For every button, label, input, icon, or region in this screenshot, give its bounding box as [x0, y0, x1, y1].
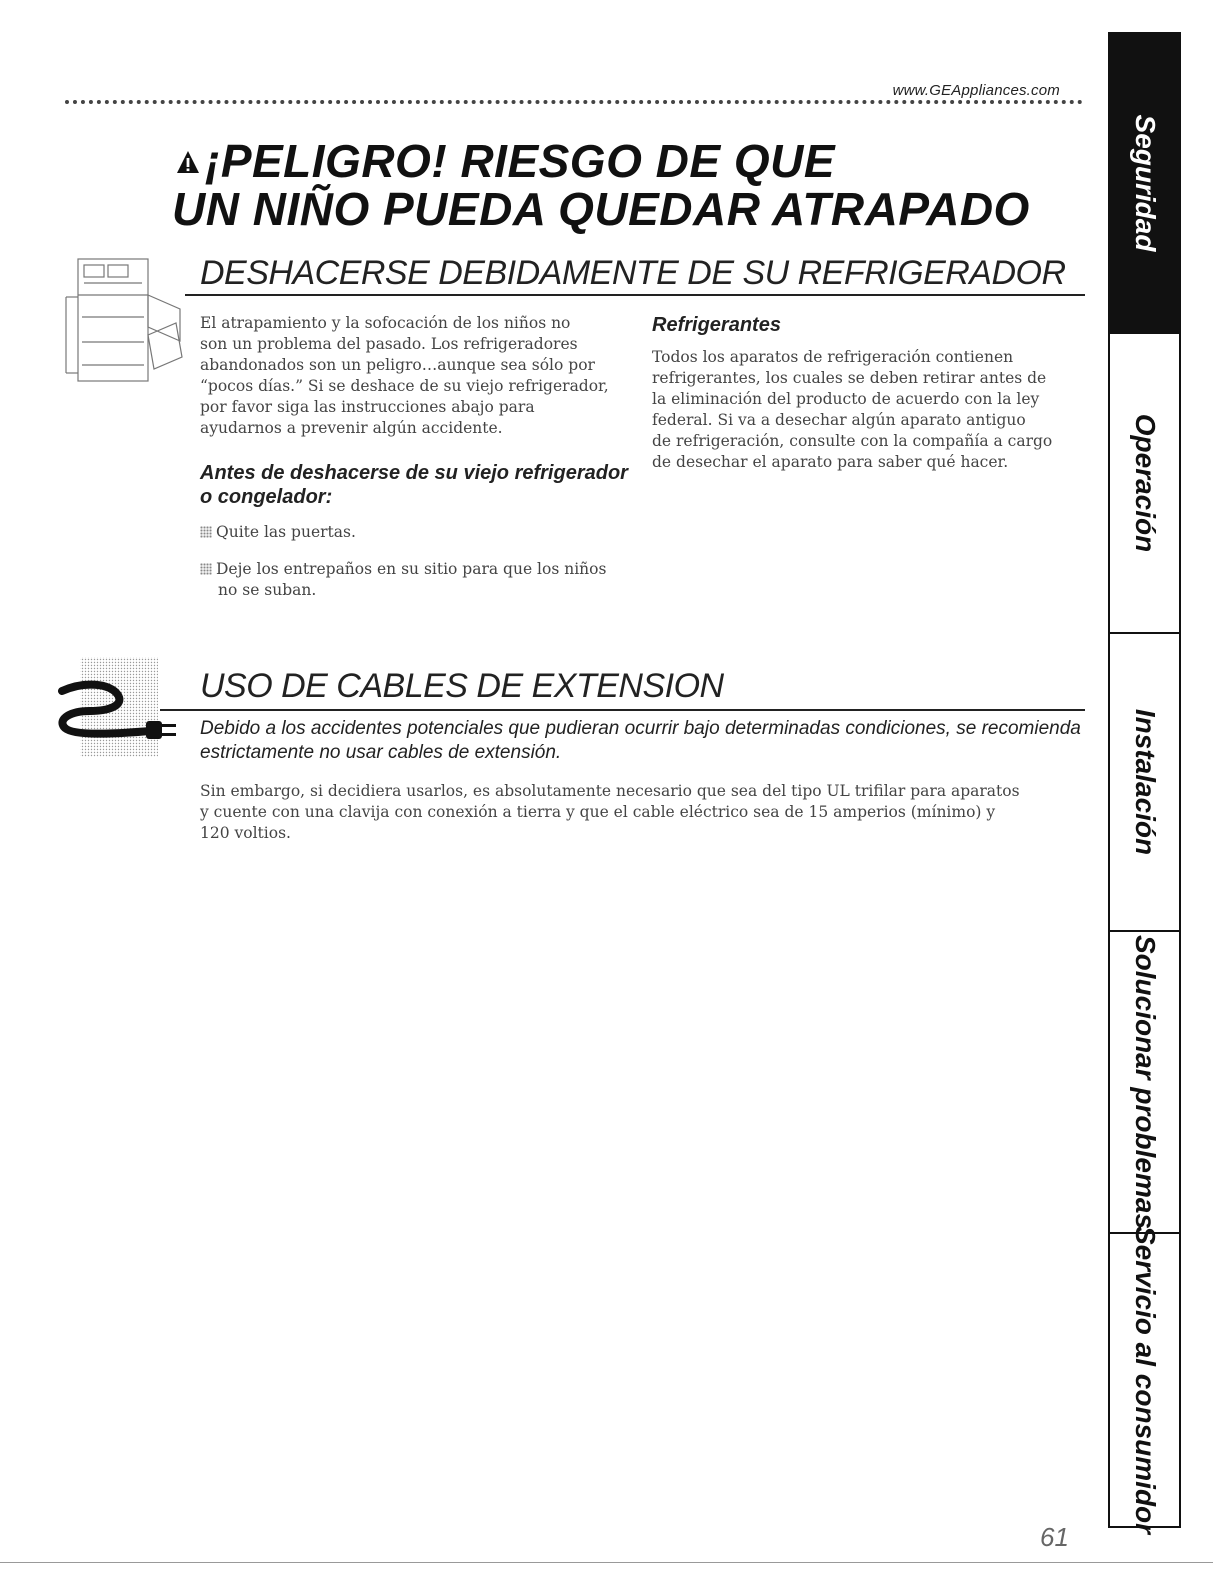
tab-label: Servicio al consumidor: [1129, 1225, 1161, 1535]
disposal-intro: El atrapamiento y la sofocación de los niños no son un problema del pasado. Los refrigeradores abandonados son un peligro…aunque sea sólo por “pocos días.” Si se deshace de su viejo refrigerador, por favor siga las instrucciones abajo para ayudarnos a prevenir algún accidente.: [200, 314, 609, 437]
refrigerator-icon: [64, 257, 184, 387]
bullet-icon: [200, 526, 212, 538]
tab-label: Solucionar problemas: [1129, 934, 1161, 1230]
tab-solucionar-problemas[interactable]: [1108, 932, 1181, 1234]
tab-instalacion[interactable]: [1108, 634, 1181, 932]
bullet-item-2: Deje los entrepaños en su sitio para que los niños no se suban.: [200, 559, 606, 601]
tab-servicio-al-consumidor[interactable]: [1108, 1225, 1181, 1535]
tab-label: Seguridad: [1129, 114, 1161, 252]
extension-body: Sin embargo, si decidiera usarlos, es absolutamente necesario que sea del tipo UL trifilar para aparatos y cuente con una clavija con conexión a tierra y que el cable eléctrico sea de 15 amperios (mínimo) y 120 voltios.: [200, 782, 1020, 842]
bullet-icon: [200, 563, 212, 575]
warning-triangle-icon: [176, 150, 200, 174]
page-title-line-2: UN NIÑO PUEDA QUEDAR ATRAPADO: [172, 183, 1030, 235]
tab-operacion[interactable]: [1108, 334, 1181, 634]
disposal-heading-rule: [185, 294, 1085, 296]
extension-heading-rule: [160, 709, 1085, 711]
refrigerants-text: Todos los aparatos de refrigeración contienen refrigerantes, los cuales se deben retirar antes de la eliminación del producto de acuerdo con la ley federal. Si va a desechar algún aparato antiguo de refrigeración, consulte con la compañía a cargo de desechar el aparato para saber qué hacer.: [652, 348, 1053, 471]
disposal-subheading: Antes de deshacerse de su viejo refrigerador o congelador:: [200, 462, 628, 508]
refrigerants-heading: Refrigerantes: [652, 314, 781, 336]
page-number: 61: [1040, 1522, 1069, 1552]
tab-label: Operación: [1129, 413, 1161, 553]
extension-warning: Debido a los accidentes potenciales que pudieran ocurrir bajo determinadas condiciones, se recomienda estrictamente no usar cables de extensión.: [200, 718, 1081, 763]
website-url: www.GEAppliances.com: [892, 82, 1060, 99]
tab-label: Instalación: [1129, 708, 1161, 856]
bullet-item-1: Quite las puertas.: [200, 522, 356, 543]
extension-cord-icon: [54, 655, 184, 760]
tab-seguridad[interactable]: [1108, 32, 1181, 334]
page-bottom-rule: [0, 1562, 1213, 1563]
disposal-heading: DESHACERSE DEBIDAMENTE DE SU REFRIGERADOR: [200, 254, 1066, 292]
header-dotted-rule: [65, 100, 1083, 104]
page-title-line-1: ¡PELIGRO! RIESGO DE QUE: [205, 135, 836, 187]
extension-heading: USO DE CABLES DE EXTENSION: [200, 667, 724, 705]
